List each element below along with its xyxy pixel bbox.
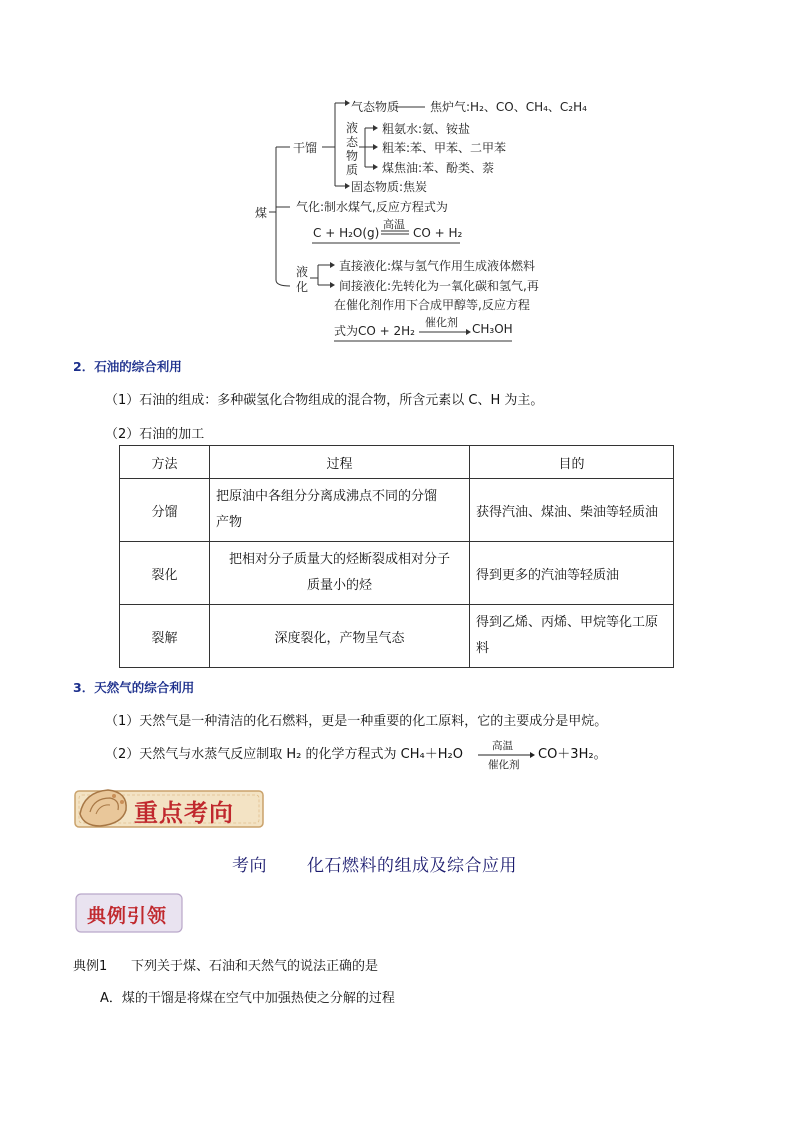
table-cell-method: 裂化: [120, 542, 210, 605]
section-title-natural-gas: 3．天然气的综合利用: [73, 680, 195, 695]
example-option-a: A．煤的干馏是将煤在空气中加强热使之分解的过程: [100, 991, 395, 1006]
petroleum-composition: （1）石油的组成：多种碳氢化合物组成的混合物，所含元素以 C、H 为主。: [105, 393, 544, 408]
table-cell-process: [210, 479, 470, 542]
liquid-item: 粗氨水:氨、铵盐: [382, 122, 471, 136]
table-header-cell: 过程: [210, 446, 470, 479]
example-banner-title: 典例引领: [87, 905, 168, 927]
example-label: 典例1: [73, 959, 108, 974]
table-header-row: [120, 446, 674, 479]
table-cell-process: 深度裂化，产物呈气态: [210, 605, 470, 668]
natural-gas-equation-condition-bottom: 催化剂: [488, 759, 520, 771]
indirect-equation-left: 式为CO + 2H₂: [334, 324, 415, 338]
petroleum-processing-label: （2）石油的加工: [105, 427, 205, 442]
liquid-item: 粗苯:苯、甲苯、二甲苯: [382, 141, 507, 155]
table-row: [120, 542, 674, 605]
conch-shell-icon: [74, 784, 132, 832]
gasify-equation-condition: 高温: [383, 218, 405, 231]
natural-gas-equation-suffix: CO＋3H₂。: [538, 747, 607, 762]
direct-liquefy-text: 直接液化:煤与氢气作用生成液体燃料: [339, 259, 536, 273]
coal-root-label: 煤: [255, 206, 268, 220]
table-header-cell: 目的: [470, 446, 674, 479]
natural-gas-equation-condition-top: 高温: [492, 740, 513, 752]
table-cell-line: 把相对分子质量大的烃断裂成相对分子: [228, 552, 450, 567]
liquefy-label-char: 化: [296, 280, 309, 294]
table-cell-method: 分馏: [120, 479, 210, 542]
table-row: [120, 605, 674, 668]
example-question: 下列关于煤、石油和天然气的说法正确的是: [131, 959, 379, 974]
table-header-cell: 方法: [120, 446, 210, 479]
liquid-label-char: 质: [346, 163, 359, 177]
gasify-equation-left: C + H₂O(g): [313, 226, 380, 240]
liquid-label-char: 态: [346, 135, 359, 149]
table-cell-line: 得到乙烯、丙烯、甲烷等化工原: [476, 615, 659, 630]
liquefy-label-char: 液: [296, 265, 309, 279]
example-banner: [75, 893, 183, 933]
section-title-petroleum: 2．石油的综合利用: [73, 359, 182, 374]
natural-gas-equation-prefix: （2）天然气与水蒸气反应制取 H₂ 的化学方程式为 CH₄＋H₂O: [105, 747, 463, 762]
gasify-equation-right: CO + H₂: [413, 226, 463, 240]
table-cell-line: 料: [476, 641, 490, 656]
indirect-equation-right: CH₃OH: [472, 322, 513, 336]
indirect-equation-condition: 催化剂: [425, 316, 458, 329]
table-cell-line: 把原油中各组分分离成沸点不同的分馏: [216, 489, 438, 504]
petroleum-processing-table: [119, 445, 674, 668]
indirect-liquefy-text: 在催化剂作用下合成甲醇等,反应方程: [334, 298, 530, 312]
liquid-label-char: 液: [346, 121, 359, 135]
table-cell-purpose: 得到更多的汽油等轻质油: [470, 542, 674, 605]
table-cell-line: 质量小的烃: [306, 578, 372, 593]
table-row: [120, 479, 674, 542]
liquid-item: 煤焦油:苯、酚类、萘: [382, 161, 495, 175]
indirect-liquefy-text: 间接液化:先转化为一氧化碳和氢气,再: [339, 279, 539, 293]
table-cell-line: 产物: [216, 515, 243, 530]
key-direction-banner: [74, 787, 264, 831]
dry-distill-label: 干馏: [293, 141, 318, 155]
gas-product-label: 气态物质: [351, 100, 400, 114]
table-cell-purpose: 获得汽油、煤油、柴油等轻质油: [470, 479, 674, 542]
solid-product-label: 固态物质:焦炭: [351, 180, 428, 194]
natural-gas-description: （1）天然气是一种清洁的化石燃料，更是一种重要的化工原料，它的主要成分是甲烷。: [105, 714, 608, 729]
subtitle-text: 化石燃料的组成及综合应用: [307, 856, 517, 876]
table-cell-method: 裂解: [120, 605, 210, 668]
subtitle-prefix: 考向: [232, 856, 267, 876]
gas-product-detail: 焦炉气:H₂、CO、CH₄、C₂H₄: [430, 100, 587, 114]
liquid-label-char: 物: [346, 149, 359, 163]
banner-title: 重点考向: [134, 799, 234, 827]
gasify-label: 气化:制水煤气,反应方程式为: [296, 200, 448, 214]
table-cell-purpose: [470, 605, 674, 668]
table-cell-process: [210, 542, 470, 605]
